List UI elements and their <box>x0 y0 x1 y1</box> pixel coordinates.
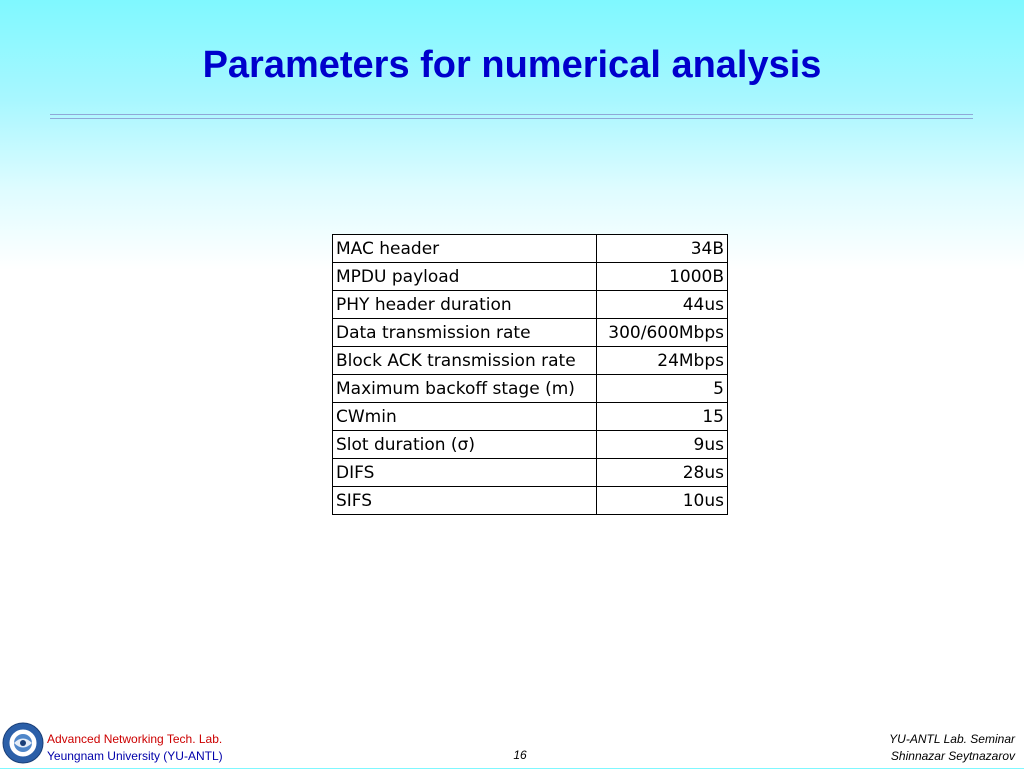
table-row <box>333 487 728 515</box>
parameter-value: 5 <box>597 375 728 403</box>
parameter-name: Data transmission rate <box>333 319 597 347</box>
slide-title: Parameters for numerical analysis <box>202 44 822 86</box>
table-row <box>333 263 728 291</box>
parameter-name: MAC header <box>333 235 597 263</box>
parameter-name: CWmin <box>333 403 597 431</box>
parameter-value: 34B <box>597 235 728 263</box>
parameter-name: Slot duration (σ) <box>333 431 597 459</box>
parameters-table <box>332 234 728 515</box>
table-row <box>333 347 728 375</box>
parameter-value: 24Mbps <box>597 347 728 375</box>
seminar-name: YU-ANTL Lab. Seminar <box>889 732 1015 746</box>
parameter-value: 9us <box>597 431 728 459</box>
university-name: Yeungnam University (YU-ANTL) <box>47 749 223 763</box>
footer-presenter <box>889 731 1015 765</box>
parameter-value: 10us <box>597 487 728 515</box>
parameters-table-body <box>333 235 728 515</box>
table-row <box>333 235 728 263</box>
lab-name: Advanced Networking Tech. Lab. <box>47 732 223 746</box>
parameter-value: 15 <box>597 403 728 431</box>
table-row <box>333 459 728 487</box>
parameter-name: Block ACK transmission rate <box>333 347 597 375</box>
title-divider <box>50 114 973 119</box>
footer-affiliation <box>47 731 223 765</box>
university-seal-icon <box>2 722 44 764</box>
parameter-value: 28us <box>597 459 728 487</box>
table-row <box>333 403 728 431</box>
parameter-value: 300/600Mbps <box>597 319 728 347</box>
parameter-name: MPDU payload <box>333 263 597 291</box>
parameter-value: 1000B <box>597 263 728 291</box>
table-row <box>333 431 728 459</box>
page-number: 16 <box>513 748 527 762</box>
table-row <box>333 375 728 403</box>
parameter-name: DIFS <box>333 459 597 487</box>
presenter-name: Shinnazar Seytnazarov <box>890 749 1015 763</box>
parameter-name: Maximum backoff stage (m) <box>333 375 597 403</box>
table-row <box>333 319 728 347</box>
parameter-name: SIFS <box>333 487 597 515</box>
parameter-value: 44us <box>597 291 728 319</box>
table-row <box>333 291 728 319</box>
parameter-name: PHY header duration <box>333 291 597 319</box>
